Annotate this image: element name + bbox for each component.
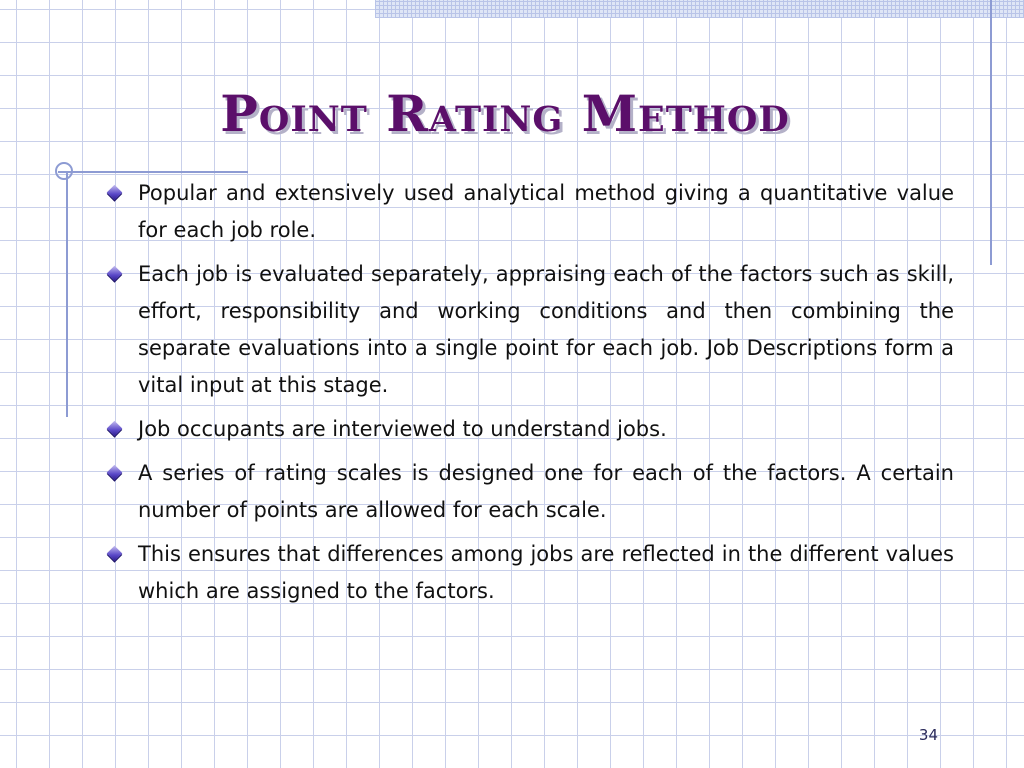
diamond-bullet-icon (107, 546, 123, 562)
corner-circle-decoration (55, 162, 73, 180)
top-pattern-band (375, 0, 1024, 18)
bullet-text: Popular and extensively used analytical method giving a quantitative value for each job role. (138, 181, 954, 242)
diamond-bullet-icon (107, 421, 123, 437)
bullet-text: This ensures that differences among jobs are reflected in the different values which are assigned to the factors. (138, 542, 954, 603)
bullet-item (106, 411, 954, 448)
bullet-list (106, 175, 954, 617)
diamond-bullet-icon (107, 465, 123, 481)
diamond-bullet-icon (107, 266, 123, 282)
bullet-item (106, 175, 954, 249)
bullet-item (106, 256, 954, 404)
bullet-text: Job occupants are interviewed to understand jobs. (138, 417, 667, 441)
bullet-text: A series of rating scales is designed one for each of the factors. A certain number of points are allowed for each scale. (138, 461, 954, 522)
bullet-item (106, 455, 954, 529)
bullet-item (106, 536, 954, 610)
left-vertical-rule (66, 172, 68, 417)
bullet-text: Each job is evaluated separately, appraising each of the factors such as skill, effort, responsibility and working conditions and then combining the separate evaluations into a single point for each job. Job Descriptions form a vital input at this stage. (138, 262, 954, 397)
slide-title: Point Rating Method (220, 84, 790, 143)
title-underline-rule (58, 171, 248, 173)
diamond-bullet-icon (107, 185, 123, 201)
page-number: 34 (918, 726, 938, 744)
